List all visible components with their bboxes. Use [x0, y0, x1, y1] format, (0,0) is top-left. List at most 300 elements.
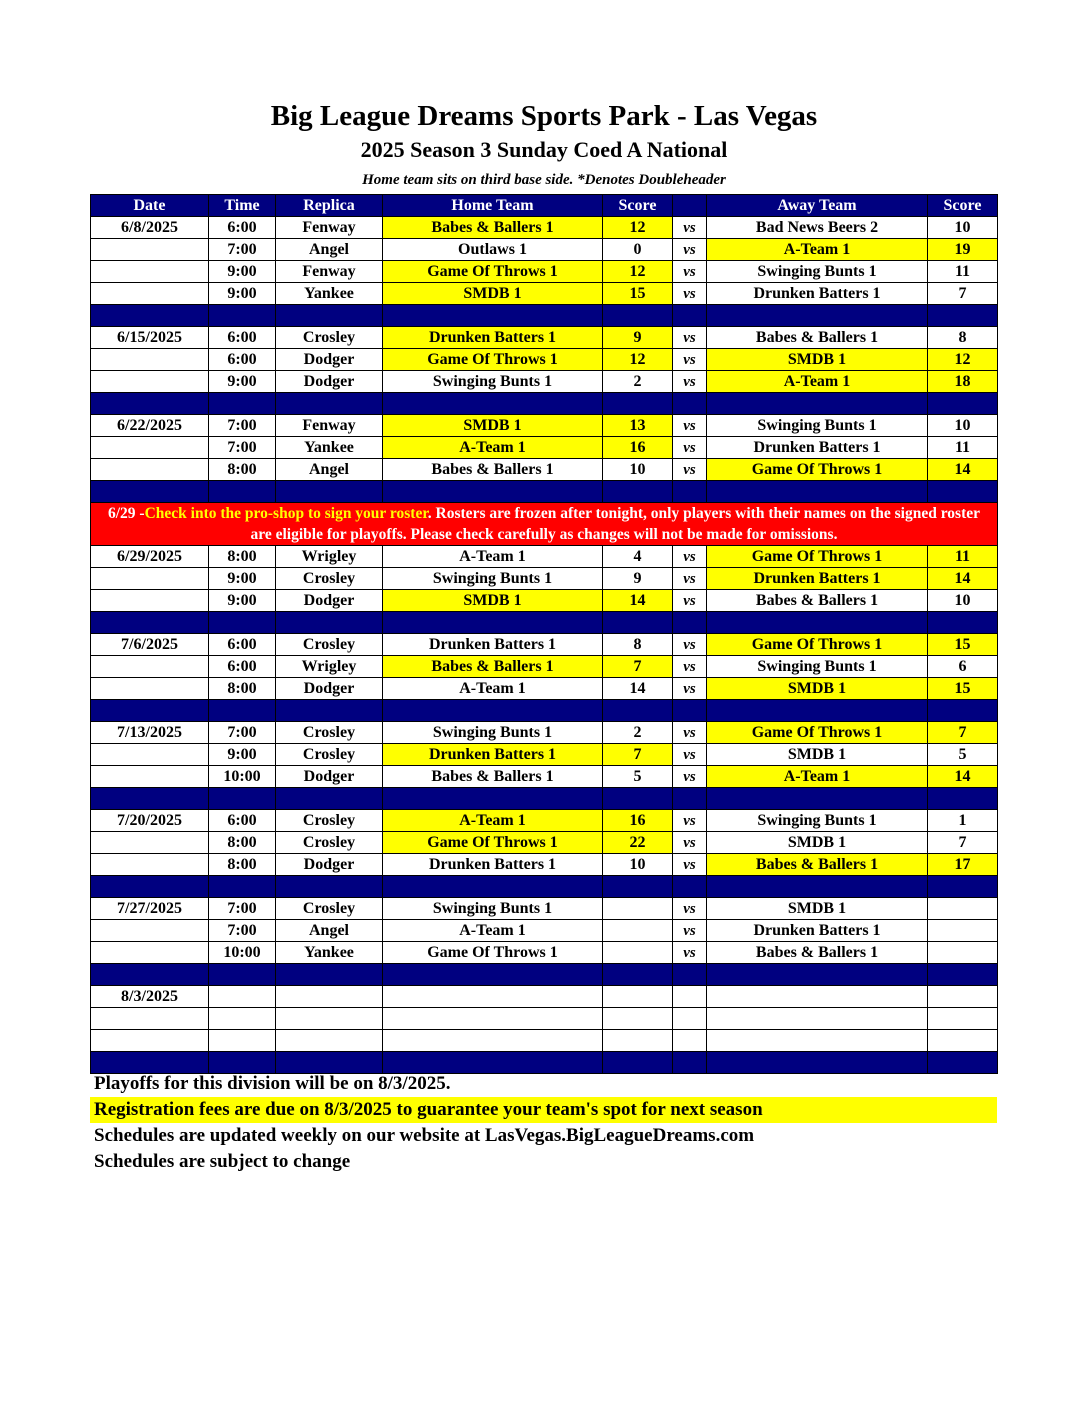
header-row: [91, 195, 998, 217]
separator-cell: [276, 305, 383, 327]
game-replica-field: Crosley: [276, 327, 383, 349]
game-replica-field: Crosley: [276, 722, 383, 744]
game-date: 6/8/2025: [91, 217, 209, 239]
home-team: SMDB 1: [383, 283, 603, 305]
away-score: 19: [928, 239, 998, 261]
game-time: 6:00: [209, 634, 276, 656]
away-team: SMDB 1: [707, 898, 928, 920]
home-team: Babes & Ballers 1: [383, 766, 603, 788]
versus-label: vs: [673, 415, 707, 437]
home-score: 8: [603, 634, 673, 656]
game-date: [91, 1030, 209, 1052]
game-replica-field: Wrigley: [276, 546, 383, 568]
game-date: [91, 920, 209, 942]
game-replica-field: Crosley: [276, 634, 383, 656]
away-team: Drunken Batters 1: [707, 568, 928, 590]
home-team-note: Home team sits on third base side. *Denotes Doubleheader: [362, 172, 726, 188]
game-row: [91, 656, 998, 678]
home-team: Drunken Batters 1: [383, 854, 603, 876]
game-date: 6/15/2025: [91, 327, 209, 349]
home-score: 14: [603, 678, 673, 700]
separator-cell: [91, 788, 209, 810]
game-time: 7:00: [209, 415, 276, 437]
separator-cell: [707, 393, 928, 415]
game-date: 7/6/2025: [91, 634, 209, 656]
subject-to-change-note: Schedules are subject to change: [94, 1151, 351, 1172]
separator-cell: [673, 305, 707, 327]
game-date: [91, 283, 209, 305]
separator-cell: [928, 876, 998, 898]
separator-cell: [91, 305, 209, 327]
separator-cell: [603, 700, 673, 722]
game-replica-field: Yankee: [276, 283, 383, 305]
away-score: [928, 986, 998, 1008]
game-time: 8:00: [209, 832, 276, 854]
separator-cell: [276, 876, 383, 898]
separator-cell: [673, 876, 707, 898]
game-replica-field: [276, 986, 383, 1008]
away-score: 8: [928, 327, 998, 349]
away-score: 18: [928, 371, 998, 393]
home-score: [603, 1008, 673, 1030]
game-replica-field: Dodger: [276, 371, 383, 393]
home-score: 9: [603, 327, 673, 349]
home-team: SMDB 1: [383, 590, 603, 612]
game-row: [91, 590, 998, 612]
away-score: [928, 1008, 998, 1030]
separator-cell: [603, 788, 673, 810]
game-time: 7:00: [209, 920, 276, 942]
away-team: Babes & Ballers 1: [707, 854, 928, 876]
game-date: [91, 832, 209, 854]
separator-cell: [928, 964, 998, 986]
home-score: [603, 986, 673, 1008]
separator-cell: [707, 612, 928, 634]
separator-cell: [383, 876, 603, 898]
versus-label: vs: [673, 349, 707, 371]
schedule-body: [91, 217, 998, 1074]
versus-label: vs: [673, 217, 707, 239]
week-separator-row: [91, 788, 998, 810]
notice-highlight: Check into the pro-shop to sign your roster: [144, 505, 428, 522]
col-home-team: Home Team: [383, 195, 603, 217]
home-score: 22: [603, 832, 673, 854]
separator-cell: [383, 481, 603, 503]
away-score: 15: [928, 634, 998, 656]
separator-cell: [707, 305, 928, 327]
game-time: [209, 1030, 276, 1052]
separator-cell: [707, 481, 928, 503]
away-score: 7: [928, 283, 998, 305]
away-score: 14: [928, 766, 998, 788]
home-score: 12: [603, 217, 673, 239]
week-separator-row: [91, 964, 998, 986]
col-time: Time: [209, 195, 276, 217]
game-replica-field: Dodger: [276, 854, 383, 876]
away-team: SMDB 1: [707, 678, 928, 700]
separator-cell: [383, 393, 603, 415]
separator-cell: [276, 964, 383, 986]
home-team: Swinging Bunts 1: [383, 898, 603, 920]
website-note: Schedules are updated weekly on our website at LasVegas.BigLeagueDreams.com: [94, 1125, 755, 1146]
separator-cell: [209, 788, 276, 810]
game-time: 9:00: [209, 261, 276, 283]
versus-label: vs: [673, 568, 707, 590]
away-team: SMDB 1: [707, 349, 928, 371]
separator-cell: [673, 788, 707, 810]
game-date: [91, 459, 209, 481]
game-row: [91, 546, 998, 568]
game-time: 6:00: [209, 349, 276, 371]
away-team: Bad News Beers 2: [707, 217, 928, 239]
versus-label: vs: [673, 942, 707, 964]
home-team: Babes & Ballers 1: [383, 656, 603, 678]
away-team: [707, 1008, 928, 1030]
registration-note: Registration fees are due on 8/3/2025 to guarantee your team's spot for next season: [90, 1097, 997, 1123]
versus-label: vs: [673, 459, 707, 481]
game-time: 8:00: [209, 459, 276, 481]
separator-cell: [928, 700, 998, 722]
separator-cell: [928, 481, 998, 503]
game-date: 8/3/2025: [91, 986, 209, 1008]
versus-label: [673, 1008, 707, 1030]
away-score: 17: [928, 854, 998, 876]
away-score: 14: [928, 568, 998, 590]
separator-cell: [603, 393, 673, 415]
game-replica-field: Angel: [276, 459, 383, 481]
game-row: [91, 415, 998, 437]
home-score: [603, 920, 673, 942]
versus-label: vs: [673, 920, 707, 942]
game-row: [91, 437, 998, 459]
versus-label: vs: [673, 371, 707, 393]
game-time: 6:00: [209, 810, 276, 832]
away-score: 10: [928, 217, 998, 239]
game-replica-field: Fenway: [276, 217, 383, 239]
game-replica-field: Dodger: [276, 590, 383, 612]
game-replica-field: Wrigley: [276, 656, 383, 678]
game-date: 7/13/2025: [91, 722, 209, 744]
separator-cell: [928, 393, 998, 415]
separator-cell: [928, 788, 998, 810]
game-date: 7/27/2025: [91, 898, 209, 920]
game-date: [91, 854, 209, 876]
away-score: 11: [928, 546, 998, 568]
separator-cell: [276, 700, 383, 722]
game-date: [91, 371, 209, 393]
away-score: 11: [928, 261, 998, 283]
week-separator-row: [91, 393, 998, 415]
away-score: 1: [928, 810, 998, 832]
home-team: Swinging Bunts 1: [383, 371, 603, 393]
separator-cell: [209, 876, 276, 898]
away-team: Babes & Ballers 1: [707, 942, 928, 964]
game-time: 8:00: [209, 678, 276, 700]
game-row: [91, 1030, 998, 1052]
away-team: Game Of Throws 1: [707, 722, 928, 744]
home-score: [603, 1030, 673, 1052]
game-row: [91, 678, 998, 700]
roster-notice-row: [91, 503, 998, 546]
game-date: [91, 744, 209, 766]
away-team: [707, 1030, 928, 1052]
game-row: [91, 217, 998, 239]
versus-label: vs: [673, 832, 707, 854]
separator-cell: [383, 700, 603, 722]
away-team: Drunken Batters 1: [707, 283, 928, 305]
home-score: 4: [603, 546, 673, 568]
separator-cell: [603, 612, 673, 634]
home-team: Swinging Bunts 1: [383, 568, 603, 590]
separator-cell: [603, 481, 673, 503]
versus-label: vs: [673, 898, 707, 920]
home-score: 2: [603, 371, 673, 393]
game-replica-field: Dodger: [276, 678, 383, 700]
game-time: [209, 986, 276, 1008]
separator-cell: [276, 612, 383, 634]
separator-cell: [209, 964, 276, 986]
week-separator-row: [91, 612, 998, 634]
game-replica-field: Fenway: [276, 261, 383, 283]
separator-cell: [707, 876, 928, 898]
versus-label: vs: [673, 744, 707, 766]
versus-label: vs: [673, 722, 707, 744]
versus-label: vs: [673, 810, 707, 832]
game-time: 9:00: [209, 371, 276, 393]
game-date: 6/22/2025: [91, 415, 209, 437]
game-time: 7:00: [209, 898, 276, 920]
home-score: 7: [603, 656, 673, 678]
away-team: Swinging Bunts 1: [707, 415, 928, 437]
separator-cell: [91, 393, 209, 415]
roster-notice: [91, 503, 998, 546]
separator-cell: [707, 788, 928, 810]
separator-cell: [91, 612, 209, 634]
game-date: [91, 437, 209, 459]
game-date: [91, 568, 209, 590]
game-replica-field: Dodger: [276, 766, 383, 788]
col-home-score: Score: [603, 195, 673, 217]
versus-label: vs: [673, 656, 707, 678]
home-score: 10: [603, 459, 673, 481]
home-team: [383, 1030, 603, 1052]
home-score: 16: [603, 810, 673, 832]
away-score: 6: [928, 656, 998, 678]
away-team: Swinging Bunts 1: [707, 656, 928, 678]
game-date: [91, 1008, 209, 1030]
away-team: Swinging Bunts 1: [707, 261, 928, 283]
schedule-table: [90, 194, 998, 1074]
game-replica-field: Crosley: [276, 568, 383, 590]
game-row: [91, 371, 998, 393]
separator-cell: [603, 876, 673, 898]
game-replica-field: Crosley: [276, 810, 383, 832]
game-row: [91, 283, 998, 305]
page-title: Big League Dreams Sports Park - Las Vegas: [270, 100, 818, 132]
week-separator-row: [91, 305, 998, 327]
away-score: 7: [928, 722, 998, 744]
week-separator-row: [91, 700, 998, 722]
game-date: [91, 656, 209, 678]
game-time: 9:00: [209, 283, 276, 305]
away-score: 12: [928, 349, 998, 371]
col-date: Date: [91, 195, 209, 217]
separator-cell: [928, 305, 998, 327]
home-team: Babes & Ballers 1: [383, 217, 603, 239]
away-team: Babes & Ballers 1: [707, 327, 928, 349]
game-replica-field: Crosley: [276, 744, 383, 766]
game-date: 6/29/2025: [91, 546, 209, 568]
game-row: [91, 766, 998, 788]
versus-label: vs: [673, 437, 707, 459]
home-score: 2: [603, 722, 673, 744]
away-score: 10: [928, 415, 998, 437]
game-time: 7:00: [209, 722, 276, 744]
game-row: [91, 832, 998, 854]
separator-cell: [209, 393, 276, 415]
away-score: 7: [928, 832, 998, 854]
home-score: 12: [603, 261, 673, 283]
separator-cell: [673, 964, 707, 986]
home-team: A-Team 1: [383, 546, 603, 568]
versus-label: vs: [673, 239, 707, 261]
game-date: [91, 261, 209, 283]
versus-label: vs: [673, 546, 707, 568]
separator-cell: [276, 788, 383, 810]
game-row: [91, 1008, 998, 1030]
separator-cell: [673, 700, 707, 722]
separator-cell: [383, 612, 603, 634]
game-time: 9:00: [209, 744, 276, 766]
page-subtitle: 2025 Season 3 Sunday Coed A National: [360, 137, 728, 162]
game-date: [91, 349, 209, 371]
game-date: [91, 942, 209, 964]
game-date: [91, 678, 209, 700]
home-score: 0: [603, 239, 673, 261]
away-team: SMDB 1: [707, 832, 928, 854]
separator-cell: [603, 305, 673, 327]
game-row: [91, 810, 998, 832]
game-replica-field: [276, 1030, 383, 1052]
separator-cell: [91, 481, 209, 503]
game-replica-field: [276, 1008, 383, 1030]
home-score: 9: [603, 568, 673, 590]
home-team: Swinging Bunts 1: [383, 722, 603, 744]
away-score: 11: [928, 437, 998, 459]
home-team: A-Team 1: [383, 437, 603, 459]
game-time: 9:00: [209, 568, 276, 590]
versus-label: vs: [673, 261, 707, 283]
versus-label: vs: [673, 590, 707, 612]
col-away-team: Away Team: [707, 195, 928, 217]
separator-cell: [209, 612, 276, 634]
game-time: 8:00: [209, 546, 276, 568]
home-team: A-Team 1: [383, 920, 603, 942]
game-date: [91, 590, 209, 612]
home-team: Babes & Ballers 1: [383, 459, 603, 481]
game-time: 10:00: [209, 766, 276, 788]
separator-cell: [383, 964, 603, 986]
separator-cell: [383, 788, 603, 810]
game-replica-field: Yankee: [276, 942, 383, 964]
away-score: 10: [928, 590, 998, 612]
away-team: SMDB 1: [707, 744, 928, 766]
away-team: A-Team 1: [707, 371, 928, 393]
game-row: [91, 459, 998, 481]
week-separator-row: [91, 876, 998, 898]
separator-cell: [707, 700, 928, 722]
home-team: Game Of Throws 1: [383, 832, 603, 854]
separator-cell: [209, 700, 276, 722]
versus-label: vs: [673, 327, 707, 349]
col-vs: [673, 195, 707, 217]
game-row: [91, 744, 998, 766]
home-team: Drunken Batters 1: [383, 327, 603, 349]
playoffs-note: Playoffs for this division will be on 8/3/2025.: [94, 1073, 451, 1094]
game-replica-field: Angel: [276, 239, 383, 261]
separator-cell: [603, 964, 673, 986]
game-time: 6:00: [209, 656, 276, 678]
separator-cell: [91, 964, 209, 986]
home-score: [603, 898, 673, 920]
home-score: 5: [603, 766, 673, 788]
game-replica-field: Crosley: [276, 898, 383, 920]
away-team: A-Team 1: [707, 766, 928, 788]
week-separator-row: [91, 481, 998, 503]
home-team: A-Team 1: [383, 678, 603, 700]
game-row: [91, 239, 998, 261]
home-score: 7: [603, 744, 673, 766]
game-time: 6:00: [209, 327, 276, 349]
home-team: Game Of Throws 1: [383, 261, 603, 283]
game-replica-field: Yankee: [276, 437, 383, 459]
separator-cell: [707, 964, 928, 986]
game-time: 6:00: [209, 217, 276, 239]
versus-label: [673, 986, 707, 1008]
versus-label: [673, 1030, 707, 1052]
game-time: 9:00: [209, 590, 276, 612]
game-replica-field: Angel: [276, 920, 383, 942]
game-date: [91, 239, 209, 261]
away-score: [928, 898, 998, 920]
away-team: A-Team 1: [707, 239, 928, 261]
versus-label: vs: [673, 283, 707, 305]
away-score: [928, 942, 998, 964]
home-team: Game Of Throws 1: [383, 942, 603, 964]
game-row: [91, 986, 998, 1008]
versus-label: vs: [673, 678, 707, 700]
separator-cell: [928, 612, 998, 634]
col-away-score: Score: [928, 195, 998, 217]
home-team: [383, 1008, 603, 1030]
game-time: 7:00: [209, 239, 276, 261]
game-row: [91, 261, 998, 283]
game-date: [91, 766, 209, 788]
away-score: [928, 1030, 998, 1052]
game-row: [91, 920, 998, 942]
game-row: [91, 942, 998, 964]
game-time: [209, 1008, 276, 1030]
away-team: Babes & Ballers 1: [707, 590, 928, 612]
home-score: 16: [603, 437, 673, 459]
game-replica-field: Crosley: [276, 832, 383, 854]
away-score: 15: [928, 678, 998, 700]
game-row: [91, 327, 998, 349]
game-time: 8:00: [209, 854, 276, 876]
home-team: A-Team 1: [383, 810, 603, 832]
game-row: [91, 898, 998, 920]
home-score: 13: [603, 415, 673, 437]
